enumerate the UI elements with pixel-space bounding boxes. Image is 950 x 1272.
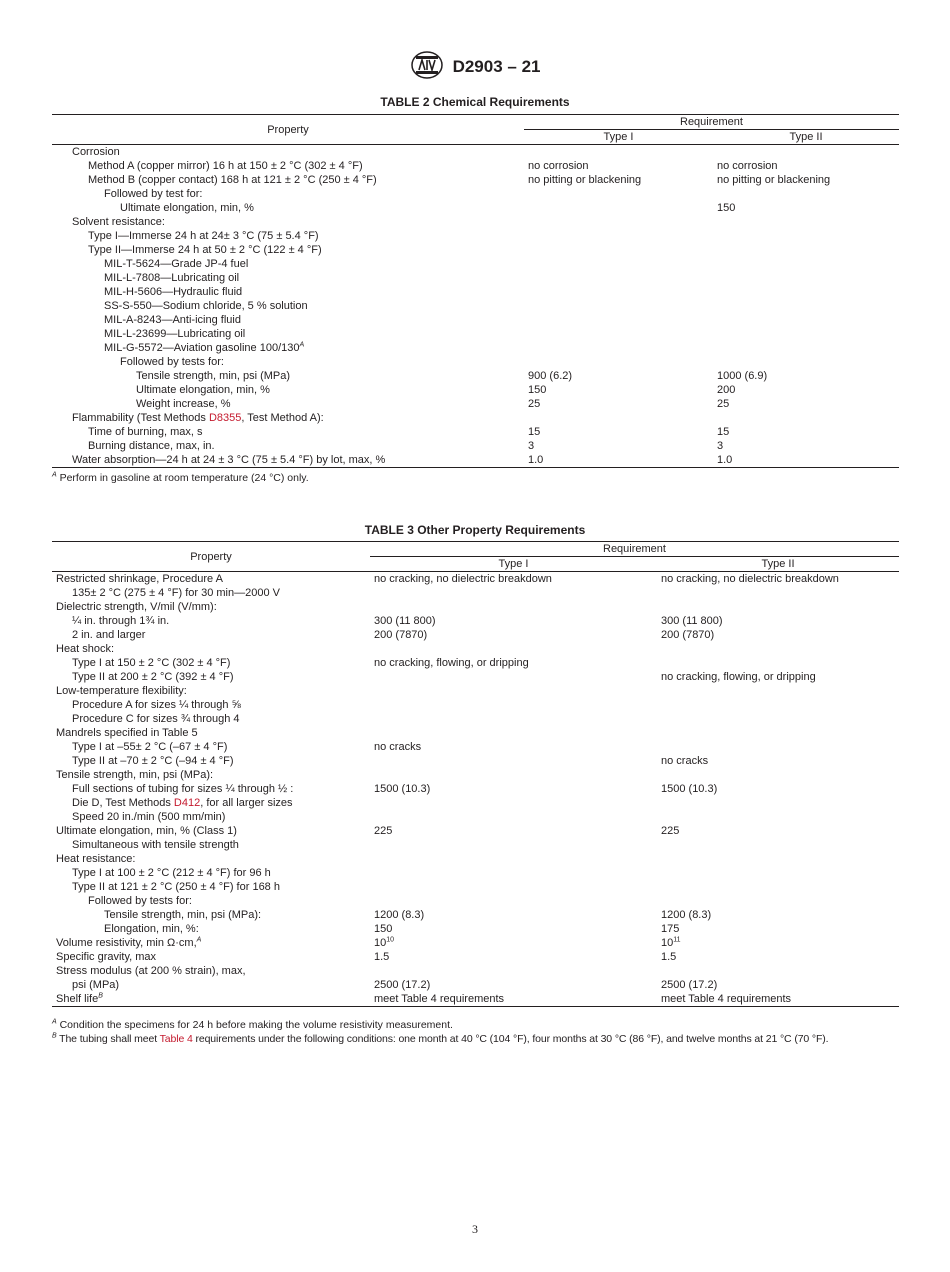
exponent: 10 [386,936,395,944]
type1-cell [370,600,657,614]
table-row [52,908,899,922]
table-row [52,670,899,684]
table-row [52,698,899,712]
text: MIL-G-5572—Aviation gasoline 100/130 [104,342,300,354]
property-cell: Weight increase, % [136,398,231,410]
type2-cell [713,285,899,299]
property-cell: Type I—Immerse 24 h at 24± 3 °C (75 ± 5.4 °F) [88,230,319,242]
type2-cell [657,642,899,656]
table3-footnote-a: $^A$ Condition the specimens for 24 h before making the volume resistivity measurement. [52,1018,453,1031]
type2-cell [657,852,899,866]
table-row [52,810,899,824]
table3-footnote-b: $^B$ The tubing shall meet Table 4 requirements under the following conditions: one month at 40 °C (104 °F), four months at 30 °C (86 °F), and twelve months at 21 °C (70 °F). [52,1032,829,1045]
table-row [52,341,899,355]
type2-cell [657,656,899,670]
table3-header-requirement: Requirement [370,542,899,557]
table-row [52,299,899,313]
type1-cell [524,145,713,160]
type2-cell: no cracks [661,755,709,767]
property-cell: Ultimate elongation, min, % (Class 1) [56,825,237,837]
table-row [52,740,899,754]
type1-cell: 15 [528,426,541,438]
table2 [52,114,899,468]
text: 10 [374,937,387,949]
table-row [52,439,899,453]
table-row [52,628,899,642]
table-row [52,992,899,1007]
type2-cell [657,698,899,712]
type2-cell [713,271,899,285]
type2-cell [713,299,899,313]
property-cell: Type I at 100 ± 2 °C (212 ± 4 °F) for 96 h [72,867,271,879]
table-row [52,866,899,880]
property-cell: Followed by tests for: [88,895,192,907]
type2-cell [657,768,899,782]
table-row [52,600,899,614]
property-cell: Solvent resistance: [72,216,165,228]
footnote-marker: A [299,341,305,349]
type1-cell: 25 [528,398,541,410]
table-row [52,586,899,600]
type2-cell [657,740,899,754]
type1-cell [370,586,657,600]
type1-cell [370,852,657,866]
table-row [52,684,899,698]
type1-cell [370,698,657,712]
type1-cell: 1200 (8.3) [374,909,425,921]
property-cell: Method A (copper mirror) 16 h at 150 ± 2 °C (302 ± 4 °F) [88,160,363,172]
table3-header-type1: Type I [370,557,657,572]
property-cell: Followed by test for: [104,188,203,200]
type2-cell [713,341,899,355]
table-row [52,964,899,978]
type2-cell [657,838,899,852]
table-row [52,355,899,369]
type1-cell: no corrosion [528,160,589,172]
type1-cell: 1500 (10.3) [374,783,431,795]
property-cell: Elongation, min, %: [104,923,199,935]
property-cell: Stress modulus (at 200 % strain), max, [56,965,246,977]
type1-cell [524,411,713,425]
table-row [52,922,899,936]
type2-cell [657,810,899,824]
type2-cell [657,964,899,978]
type2-cell: 1000 (6.9) [717,370,768,382]
property-cell: Type II—Immerse 24 h at 50 ± 2 °C (122 ± 4 °F) [88,244,322,256]
type1-cell [370,894,657,908]
type2-cell [713,327,899,341]
table-row [52,838,899,852]
property-cell: Type II at 121 ± 2 °C (250 ± 4 °F) for 168 h [72,881,280,893]
type2-cell [657,726,899,740]
type1-cell [370,768,657,782]
type1-cell [524,341,713,355]
text: 10 [661,937,674,949]
page-number: 3 [472,1222,478,1236]
page-header [0,50,950,83]
table-row [52,313,899,327]
property-cell: Type II at –70 ± 2 °C (–94 ± 4 °F) [72,755,234,767]
type2-cell: 175 [661,923,680,935]
type1-cell [524,215,713,229]
footnote-marker: A [196,936,202,944]
table-row [52,656,899,670]
type1-cell: 1.5 [374,951,390,963]
property-cell [52,411,524,425]
type2-cell: 3 [717,440,724,452]
type2-cell: no cracking, flowing, or dripping [661,671,816,683]
type1-cell [370,810,657,824]
table-row [52,201,899,215]
type2-cell: 200 [717,384,736,396]
type1-cell: 150 [528,384,547,396]
property-cell: Type II at 200 ± 2 °C (392 ± 4 °F) [72,671,234,683]
table-row [52,614,899,628]
table2-header-property: Property [52,115,524,145]
type2-cell [713,229,899,243]
table-row [52,369,899,383]
type2-cell [657,936,899,950]
table-row [52,187,899,201]
property-cell: MIL-A-8243—Anti-icing fluid [104,314,241,326]
property-cell: Burning distance, max, in. [88,440,215,452]
type2-cell: no cracking, no dielectric breakdown [661,573,839,585]
d412-link[interactable]: D412 [173,797,201,809]
table-row [52,768,899,782]
type2-cell [713,145,899,160]
type1-cell: no cracks [374,741,422,753]
type1-cell [524,355,713,369]
type1-cell: meet Table 4 requirements [370,992,657,1007]
property-cell: MIL-H-5606—Hydraulic fluid [104,286,243,298]
type2-cell [713,187,899,201]
table3-title: TABLE 3 Other Property Requirements [364,523,586,537]
type1-cell [524,187,713,201]
footnote-marker: B [98,992,103,1000]
table2-header-type2: Type II [713,130,899,145]
type2-cell: 1200 (8.3) [661,909,712,921]
property-cell: Method B (copper contact) 168 h at 121 ± 2 °C (250 ± 4 °F) [88,174,377,186]
type2-cell: 1500 (10.3) [661,783,718,795]
type1-cell [524,257,713,271]
property-cell: Time of burning, max, s [88,426,203,438]
table-row [52,159,899,173]
type2-cell: 2500 (17.2) [661,979,718,991]
type1-cell: 300 (11 800) [374,615,436,627]
table-row [52,327,899,341]
table-row [52,229,899,243]
property-cell: MIL-L-7808—Lubricating oil [104,272,240,284]
type2-cell: 15 [717,426,730,438]
type1-cell: no cracking, flowing, or dripping [374,657,529,669]
type2-cell [657,600,899,614]
type2-cell [657,894,899,908]
property-cell [52,992,370,1007]
text: Volume resistivity, min Ω·cm, [56,937,197,949]
type1-cell: no cracking, no dielectric breakdown [374,573,552,585]
type1-cell [370,754,657,768]
type2-cell: meet Table 4 requirements [657,992,899,1007]
table-row [52,453,899,468]
text: Die D, Test Methods [72,797,174,809]
type1-cell: 200 (7870) [374,629,428,641]
type1-cell [524,299,713,313]
table3 [52,541,899,1007]
property-cell: ¼ in. through 1¾ in. [72,615,170,627]
table3-header-type2: Type II [657,557,899,572]
table-row [52,383,899,397]
text: Flammability (Test Methods [72,412,209,424]
type1-cell: 900 (6.2) [528,370,573,382]
type2-cell: 200 (7870) [661,629,715,641]
property-cell: Low-temperature flexibility: [56,685,187,697]
table-row [52,572,899,587]
type1-cell [524,271,713,285]
table-row [52,782,899,796]
table-row [52,712,899,726]
table-row [52,852,899,866]
table-row [52,880,899,894]
type1-cell [524,285,713,299]
property-cell: Procedure A for sizes ¼ through ⅝ [72,699,241,711]
type1-cell [524,327,713,341]
table-row [52,145,899,160]
property-cell: Mandrels specified in Table 5 [56,727,198,739]
type2-cell: 150 [717,202,736,214]
type2-cell [657,712,899,726]
table-row [52,754,899,768]
table-row [52,173,899,187]
type1-cell [370,726,657,740]
type2-cell [713,313,899,327]
type1-cell [370,796,657,810]
type1-cell: 3 [528,440,535,452]
table3-header-property: Property [52,542,370,572]
table2-header-requirement: Requirement [524,115,899,130]
type2-cell [657,796,899,810]
table-row [52,397,899,411]
text: , Test Method A): [241,412,324,424]
text: Shelf life [56,993,99,1005]
type1-cell [524,243,713,257]
type2-cell: 1.5 [661,951,677,963]
document-id: D2903 – 21 [452,56,541,76]
type2-cell [657,586,899,600]
type2-cell [713,411,899,425]
astm-logo-icon [410,50,444,83]
property-cell: psi (MPa) [72,979,120,991]
property-cell: Speed 20 in./min (500 mm/min) [72,811,226,823]
type2-cell [713,257,899,271]
property-cell: Full sections of tubing for sizes ¼ through ½ : [72,783,294,795]
table-row [52,950,899,964]
property-cell: Tensile strength, min, psi (MPa): [104,909,262,921]
property-cell: Simultaneous with tensile strength [72,839,239,851]
type2-cell [657,684,899,698]
type1-cell [370,670,657,684]
type2-cell: 300 (11 800) [661,615,723,627]
text: , for all larger sizes [200,797,293,809]
table-row [52,936,899,950]
property-cell: Heat shock: [56,643,115,655]
table-row [52,978,899,992]
type2-cell: no pitting or blackening [717,174,831,186]
property-cell: Type I at –55± 2 °C (–67 ± 4 °F) [72,741,228,753]
table-row [52,271,899,285]
property-cell: Tensile strength, min, psi (MPa): [56,769,214,781]
property-cell: MIL-T-5624—Grade JP-4 fuel [104,258,249,270]
table-row [52,894,899,908]
type1-cell [370,712,657,726]
type2-cell [713,243,899,257]
type2-cell: 25 [717,398,730,410]
exponent: 11 [673,936,681,944]
property-cell [52,936,370,950]
table-row [52,796,899,810]
type1-cell: 150 [374,923,393,935]
table2-header-type1: Type I [524,130,713,145]
table-row [52,257,899,271]
type1-cell: 2500 (17.2) [374,979,431,991]
property-cell: Followed by tests for: [120,356,224,368]
table-row [52,726,899,740]
type1-cell [370,880,657,894]
type1-cell [370,684,657,698]
type1-cell [524,313,713,327]
table-row [52,824,899,838]
property-cell: Ultimate elongation, min, % [120,202,254,214]
property-cell: 2 in. and larger [72,629,146,641]
type2-cell [713,355,899,369]
type1-cell: 225 [374,825,393,837]
table-row [52,215,899,229]
property-cell: Specific gravity, max [56,951,157,963]
property-cell [52,341,524,355]
type1-cell: no pitting or blackening [528,174,642,186]
property-cell: 135± 2 °C (275 ± 4 °F) for 30 min—2000 V [72,587,280,599]
type1-cell [370,642,657,656]
type2-cell [657,866,899,880]
type1-cell [524,201,713,215]
type1-cell [524,229,713,243]
property-cell: Ultimate elongation, min, % [136,384,270,396]
property-cell: Dielectric strength, V/mil (V/mm): [56,601,217,613]
type1-cell [370,964,657,978]
table-row [52,243,899,257]
type1-cell [370,936,657,950]
d8355-link[interactable]: D8355 [208,412,242,424]
type2-cell: 225 [661,825,680,837]
type1-cell [370,838,657,852]
table2-title: TABLE 2 Chemical Requirements [380,95,570,109]
property-cell: Tensile strength, min, psi (MPa) [136,370,291,382]
type1-cell: 1.0 [524,453,713,468]
table-row [52,642,899,656]
property-cell: MIL-L-23699—Lubricating oil [104,328,246,340]
table-row [52,411,899,425]
table-row [52,285,899,299]
table4-link[interactable]: Table 4 [159,1033,193,1045]
table2-footnote: $^A$ Perform in gasoline at room temperature (24 °C) only. [52,471,309,484]
property-cell: Water absorption—24 h at 24 ± 3 °C (75 ± 5.4 °F) by lot, max, % [52,453,524,468]
property-cell: Heat resistance: [56,853,136,865]
type1-cell [370,866,657,880]
property-cell: Corrosion [72,146,120,158]
type2-cell: no corrosion [717,160,778,172]
property-cell: Type I at 150 ± 2 °C (302 ± 4 °F) [72,657,231,669]
property-cell: Restricted shrinkage, Procedure A [56,573,223,585]
type2-cell: 1.0 [713,453,899,468]
property-cell [52,796,370,810]
type2-cell [713,215,899,229]
table-row [52,425,899,439]
property-cell: SS-S-550—Sodium chloride, 5 % solution [104,300,308,312]
property-cell: Procedure C for sizes ¾ through 4 [72,713,240,725]
type2-cell [657,880,899,894]
